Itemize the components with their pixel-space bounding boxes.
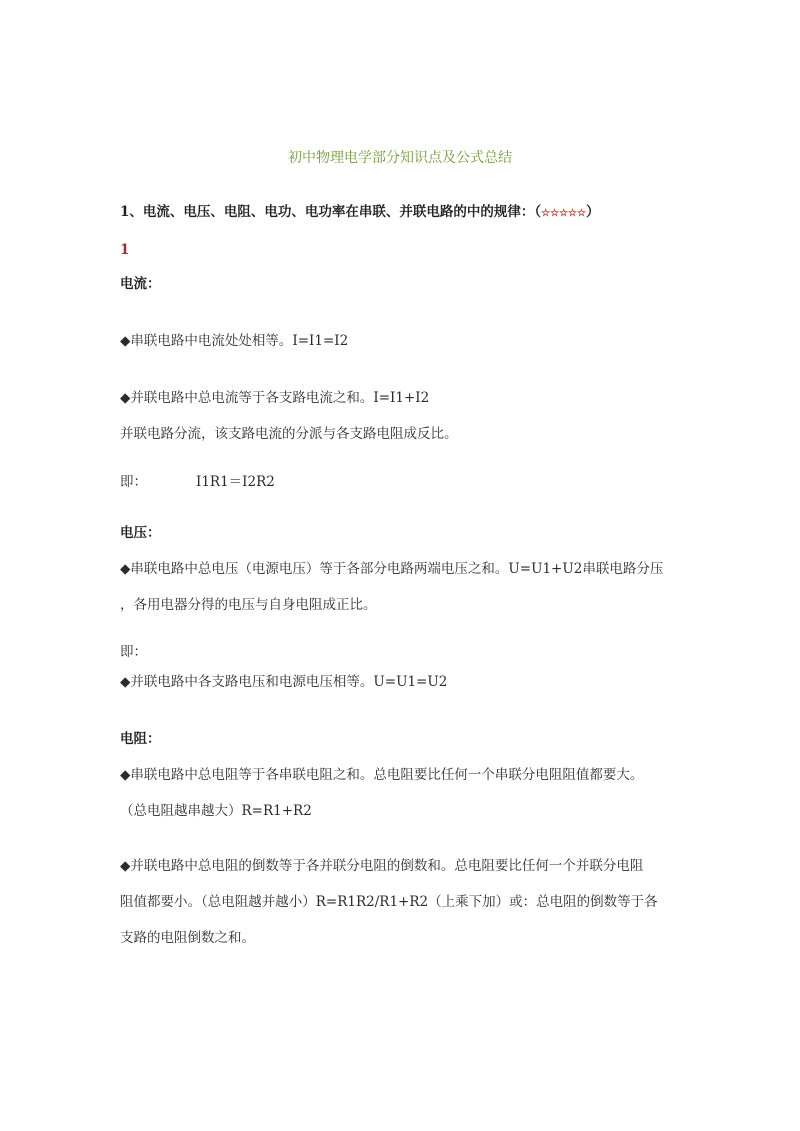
resistance-parallel-rule-line1: ◆并联电路中总电阻的倒数等于各并联分电阻的倒数和。总电阻要比任何一个并联分电阻 xyxy=(120,858,644,874)
voltage-parallel-rule: ◆并联电路中各支路电压和电源电压相等。U=U1=U2 xyxy=(120,674,448,690)
voltage-series-rule-line2: ，各用电器分得的电压与自身电阻成正比。 xyxy=(120,597,377,613)
section-heading-close: ） xyxy=(585,204,600,220)
voltage-series-rule-line1: ◆串联电路中总电压（电源电压）等于各部分电路两端电压之和。U=U1+U2串联电路分压 xyxy=(120,561,664,577)
resistance-series-rule-line1: ◆串联电路中总电阻等于各串联电阻之和。总电阻要比任何一个串联分电阻阻值都要大。 xyxy=(120,767,644,783)
document-title: 初中物理电学部分知识点及公式总结 xyxy=(288,150,512,166)
rating-stars: ☆☆☆☆☆ xyxy=(541,208,586,219)
current-parallel-rule: ◆并联电路中总电流等于各支路电流之和。I=I1+I2 xyxy=(120,390,430,406)
resistance-parallel-rule-line2: 阻值都要小。（总电阻越并越小）R=R1R2/R1+R2（上乘下加）或：总电阻的倒数等于各 xyxy=(120,894,658,910)
resistance-series-rule-line2: （总电阻越串越大）R=R1+R2 xyxy=(120,803,312,819)
current-heading: 电流： xyxy=(120,276,161,292)
resistance-parallel-rule-line3: 支路的电阻倒数之和。 xyxy=(120,930,255,946)
resistance-heading: 电阻： xyxy=(120,731,161,747)
section-heading xyxy=(120,203,599,223)
current-parallel-note: 并联电路分流，该支路电流的分派与各支路电阻成反比。 xyxy=(120,426,458,442)
current-formula: I1R1＝I2R2 xyxy=(196,474,275,490)
section-heading-text: 1、电流、电压、电阻、电功、电功率在串联、并联电路的中的规律：（ xyxy=(120,204,542,220)
section-number: 1 xyxy=(120,242,130,258)
voltage-ji-label: 即： xyxy=(120,644,147,660)
current-ji-label: 即： xyxy=(120,474,147,490)
voltage-heading: 电压： xyxy=(120,525,161,541)
current-series-rule: ◆串联电路中电流处处相等。I=I1=I2 xyxy=(120,333,349,349)
